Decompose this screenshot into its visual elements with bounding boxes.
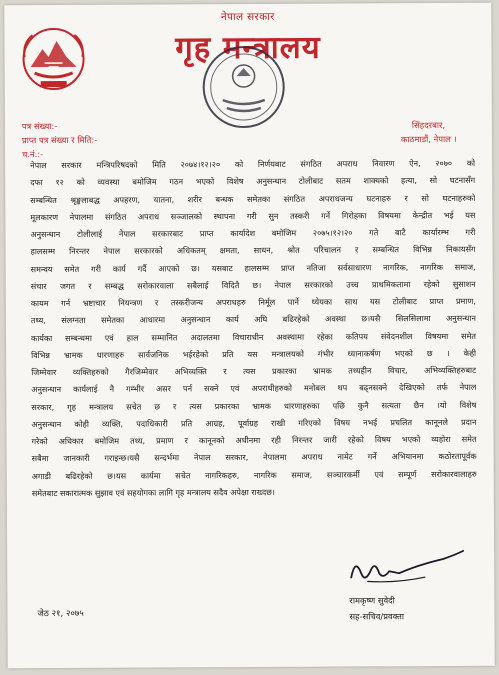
body-line: सरकार, गृह मन्त्रालय सचेत छ र त्यस प्रकारका भ्रामक धारणाहरुका पछि कुनै सत्यता छैन ।यो विशेष: [31, 400, 477, 412]
body-line: विभिन्न भ्रामक धारणाहरु सार्वजनिक भईरहेको प्रति यस मन्त्रालयको गंभीर ध्यानाकर्षण भएको छ । केही: [31, 348, 477, 360]
body-line: समेतबाट सकारात्मक सुझाव एवं सहयोगका लागि गृह मन्त्रालय सदैव अपेक्षा राख्दछ।: [31, 487, 275, 498]
body-line: सम्बन्धित श्रृङ्खलाबद्ध अपहरण, यातना, शरीर बन्धक समेतका संगठित अपराधजन्य घटनाहरु र सो घटनाहरुको: [30, 193, 476, 205]
body-line: हालसम्म निरन्तर नेपाल सरकारको अधिकतम् क्षमता, साधन, श्रोत परिचालन र सम्बन्धित विभिन्न निकायसँग: [30, 245, 476, 257]
body-line: समन्वय समेत गरी कार्य गर्दै आएको छ। यसबाट हालसम्म प्राप्त नतिजा सर्वसाधारण नागरिक, नागरिक समाज,: [30, 262, 476, 274]
signatory-block: [349, 592, 404, 624]
body-line: संचार जगत र सम्बद्ध सरोकारवाला सबैलाई विदितै छ। नेपाल सरकारको उच्च प्राथमिकतामा रहेको सुसाशन: [30, 279, 476, 291]
received-letter-label: प्राप्त पत्र संख्या र मिति:-: [21, 134, 98, 146]
body-line: अनुसन्धान कार्यलाई नै गम्भीर असर पर्न सक्ने एवं अपराधीहरुको मनोबल थप बढ्नसक्ने देखिएको तर्फ नेपाल: [31, 383, 477, 395]
body-line: कार्यका सम्बन्धमा एवं हाल सम्मानित अदालतमा विचाराधीन अवस्थामा रहेका कतिपय संवेदनशील विषयमा समेत: [30, 331, 477, 343]
body-line: तथ्य, संलग्नता समेतका आधारमा अनुसन्धान कार्य अघि बढिरहेको अवस्था छ।यसै सिलसिलामा अनुसन्धान: [30, 314, 476, 326]
body-line: कायम गर्न भ्रष्टाचार नियन्त्रण र तस्करीजन्य अपराधहरु निर्मूल पार्ने ध्येयका साथ यस टोलीबाट प्राप्त प्रमाण,: [30, 296, 476, 309]
body-line: अनुसन्धान टोलीलाई नेपाल सरकारबाट प्राप्त कार्यादेश बमोजिम २०७५।१२।२० गते बाटै कार्यारम्भ गरी: [30, 227, 476, 240]
signatory-title: सह-सचिव/प्रवक्ता: [349, 611, 405, 622]
body-line: गरेको अधिकार बमोजिम तथ्य, प्रमाण र कानूनको अधीनमा रही निरन्तर जारी रहेको विषय भएको व्यहोरा समेत: [31, 434, 477, 447]
office-place: सिंहदरबार,: [411, 119, 446, 131]
ministry-seal-stamp: [200, 44, 286, 130]
letter-date: जेठ २१, २०७५: [37, 608, 84, 620]
letter-page: [4, 3, 494, 669]
ministry-title: गृह मन्त्रालय: [175, 29, 321, 67]
body-line: मूलकारण नेपालमा संगठित अपराध सञ्जालको स्थापना गरी सुन तस्करी गर्ने गिरोहका विषयमा केन्द्रीत भई यस: [30, 210, 476, 222]
reference-number-label: च.नं.:-: [22, 149, 44, 160]
letter-number-label: पत्र संख्या:-: [21, 121, 58, 132]
government-name: नेपाल सरकार: [220, 10, 275, 24]
body-line: जिम्मेवार व्यक्तिहरुको गैरजिम्मेवार अभिव्यक्ति र त्यस प्रकारका भ्रामक तथ्यहीन विचार, अभिव्यक्तिहरुबाट: [31, 365, 477, 378]
body-line: सबैमा जानकारी गराइन्छ।यसै सन्दर्भमा नेपाल सरकार, नेपालमा अपराध नामेट गर्ने अभियानमा कठोरतापूर्वक: [31, 452, 477, 464]
signatory-name: रामकृष्ण सुवेदी: [349, 595, 395, 606]
letter-body: [30, 155, 477, 502]
body-line: अनुसन्धान कोही व्यक्ति, पदाधिकारी प्रति आग्रह, पूर्वाग्रह राखी गरिएको विषय नभई प्रचलित कानूनले प्रदान: [31, 417, 477, 429]
handwritten-signature: [347, 543, 467, 590]
body-line: अगाडी बढिरहेको छ।यस कार्यमा सचेत नागरिकहरु, नागरिक समाज, सञ्चारकर्मी एवं सम्पूर्ण सरोकारवालाहरु: [31, 469, 477, 481]
body-line: दफा १२ को व्यवस्था बमोजिम गठन भएको विशेष अनुसन्धान टोलीबाट सतम शाक्यको हत्या, सो घटनासँग: [30, 176, 476, 188]
office-city: काठमाडौं, नेपाल ।: [400, 133, 457, 145]
body-line: नेपाल सरकार मन्त्रिपरिषदको मिति २०७४।१२।२० को निर्णयबाट संगठित अपराध निवारण ऐन, २०७० को: [30, 158, 476, 171]
